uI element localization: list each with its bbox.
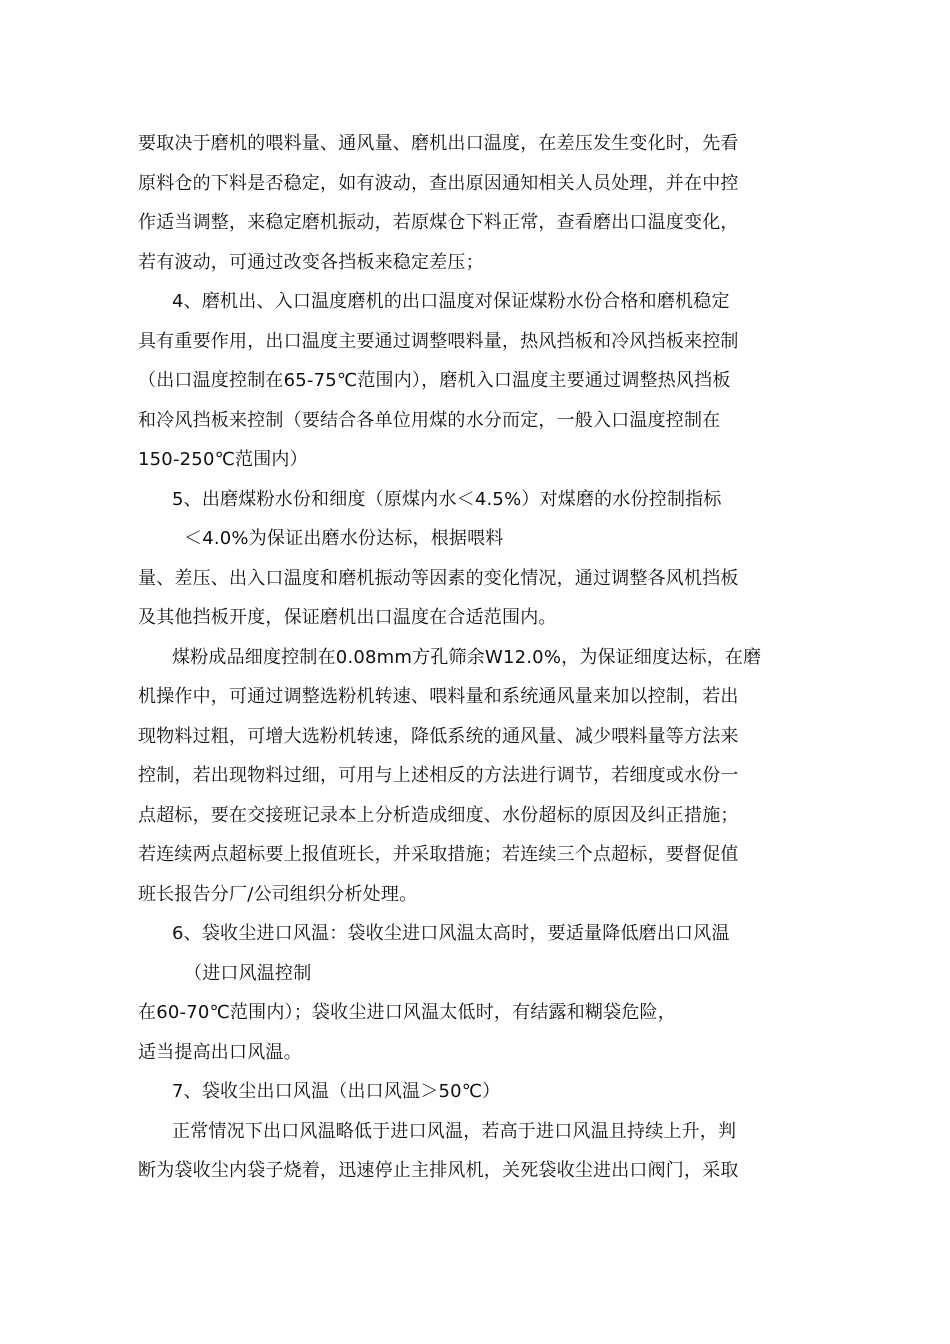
text-line: ＜4.0%为保证出磨水份达标，根据喂料 [184, 528, 504, 549]
section-6-heading: 6、袋收尘进口风温：袋收尘进口风温太高时，要适量降低磨出口风温 [172, 923, 730, 944]
text-line: 若连续两点超标要上报值班长，并采取措施；若连续三个点超标，要督促值 [138, 844, 739, 865]
text-line: 正常情况下出口风温略低于进口风温，若高于进口风温且持续上升，判 [172, 1120, 737, 1142]
text-line: 要取决于磨机的喂料量、通风量、磨机出口温度，在差压发生变化时，先看 [138, 133, 739, 154]
text-line: 控制，若出现物料过细，可用与上述相反的方法进行调节，若细度或水份一 [138, 765, 739, 786]
section-5-heading: 5、出磨煤粉水份和细度（原煤内水＜4.5%）对煤磨的水份控制指标 [172, 488, 722, 510]
text-line: 原料仓的下料是否稳定，如有波动，查出原因通知相关人员处理，并在中控 [138, 172, 739, 194]
section-7-heading: 7、袋收尘出口风温（出口风温＞50℃） [172, 1081, 501, 1102]
text-line: 及其他挡板开度，保证磨机出口温度在合适范围内。 [138, 607, 557, 628]
text-line: 点超标，要在交接班记录本上分析造成细度、水份超标的原因及纠正措施； [138, 804, 739, 826]
text-line: 150-250℃范围内） [138, 449, 308, 470]
text-line: 班长报告分厂/公司组织分析处理。 [138, 883, 418, 905]
text-line: 和冷风挡板来控制（要结合各单位用煤的水分而定，一般入口温度控制在 [138, 409, 721, 431]
body-text [138, 124, 838, 1191]
text-line: 机操作中，可通过调整选粉机转速、喂料量和系统通风量来加以控制，若出 [138, 686, 739, 707]
text-line: 断为袋收尘内袋子烧着，迅速停止主排风机，关死袋收尘进出口阀门，采取 [138, 1160, 739, 1181]
text-line: 现物料过粗，可增大选粉机转速，降低系统的通风量、减少喂料量等方法来 [138, 725, 739, 747]
text-line: （进口风温控制 [184, 962, 312, 984]
text-line: 具有重要作用，出口温度主要通过调整喂料量，热风挡板和冷风挡板来控制 [138, 330, 739, 352]
text-line: 作适当调整，来稳定磨机振动，若原煤仓下料正常，查看磨出口温度变化， [138, 212, 739, 233]
text-line: 适当提高出口风温。 [138, 1041, 302, 1063]
text-line: 在60-70℃范围内）；袋收尘进口风温太低时，有结露和糊袋危险， [138, 1002, 676, 1023]
text-line: （出口温度控制在65-75℃范围内），磨机入口温度主要通过调整热风挡板 [138, 370, 731, 391]
text-line: 若有波动，可通过改变各挡板来稳定差压； [138, 251, 484, 273]
section-4-heading: 4、磨机出、入口温度磨机的出口温度对保证煤粉水份合格和磨机稳定 [172, 291, 730, 312]
text-line: 量、差压、出入口温度和磨机振动等因素的变化情况，通过调整各风机挡板 [138, 567, 739, 589]
fineness-paragraph: 煤粉成品细度控制在0.08mm方孔筛余W12.0%，为保证细度达标，在磨 [172, 646, 762, 668]
